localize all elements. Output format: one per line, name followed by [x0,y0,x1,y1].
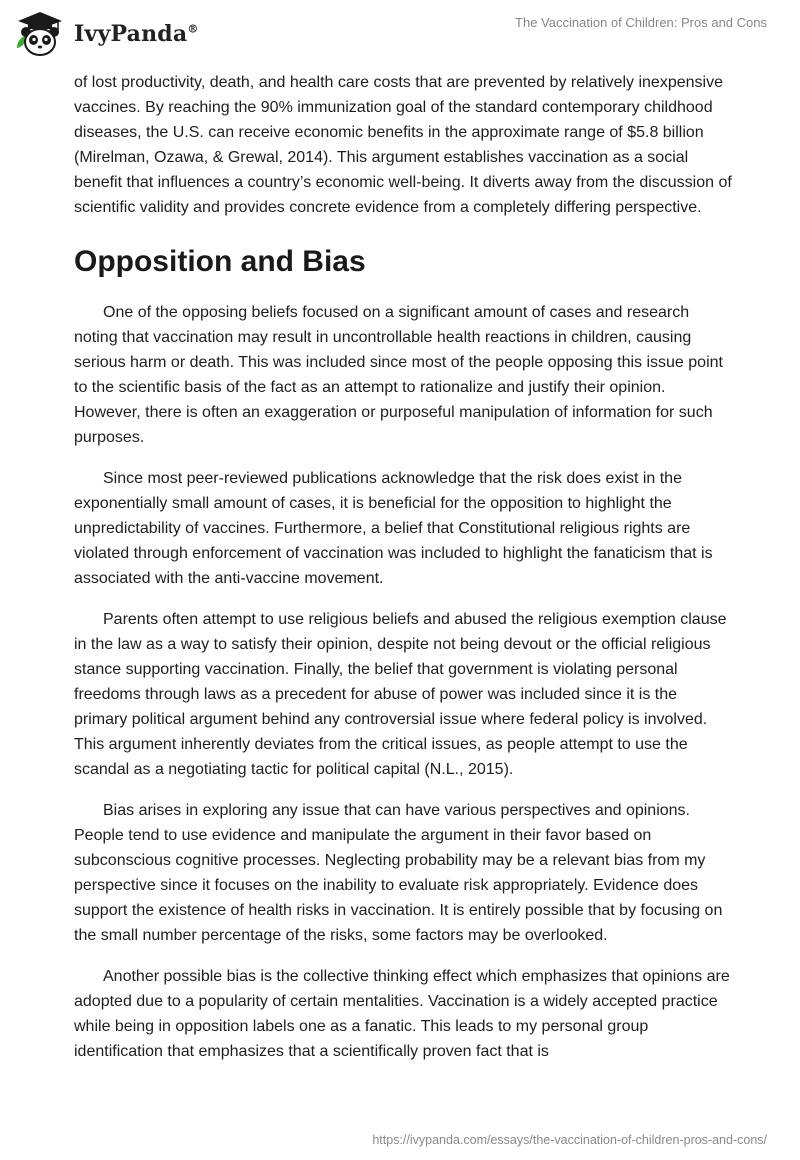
paragraph: Parents often attempt to use religious beliefs and abused the religious exemption clause in the law as a way to satisfy their opinion, despite not being devout or the official religious stance supporting vaccination. Finally, the belief that government is violating personal freedoms through laws as a precedent for abuse of power was included since it is the primary political argument behind any controversial issue where federal policy is involved. This argument inherently deviates from the critical issues, as people attempt to use the scandal as a negotiating tactic for political capital (N.L., 2015). [74,611,727,778]
paragraph: Another possible bias is the collective thinking effect which emphasizes that opinions are adopted due to a popularity of certain mentalities. Vaccination is a widely accepted practice while being in opposition labels one as a fanatic. This leads to my personal group identification that emphasizes that a scientifically proven fact that is [74,968,730,1060]
essay-body [74,70,734,1064]
panda-graduate-icon [14,10,66,58]
brand-name: IvyPanda® [74,21,199,47]
section-heading: Opposition and Bias [74,245,366,278]
page-header [0,0,800,70]
ivypanda-logo[interactable] [14,10,199,58]
paragraph: One of the opposing beliefs focused on a significant amount of cases and research noting that vaccination may result in uncontrollable health reactions in children, causing serious harm or death. This was included since most of the people opposing this issue point to the scientific basis of the fact as an attempt to rationalize and justify their opinion. However, there is often an exaggeration or purposeful manipulation of information for such purposes. [74,304,723,446]
intro-paragraph: of lost productivity, death, and health care costs that are prevented by relatively inexpensive vaccines. By reaching the 90% immunization goal of the standard contemporary childhood diseases, the U.S. can receive economic benefits in the approximate range of $5.8 billion (Mirelman, Ozawa, & Grewal, 2014). This argument establishes vaccination as a social benefit that influences a country’s economic well-being. It diverts away from the discussion of scientific validity and provides concrete evidence from a completely differing perspective. [74,74,732,216]
source-url[interactable]: https://ivypanda.com/essays/the-vaccination-of-children-pros-and-cons/ [372,1133,767,1147]
paragraph: Since most peer-reviewed publications acknowledge that the risk does exist in the exponentially small amount of cases, it is beneficial for the opposition to highlight the unpredictability of vaccines. Furthermore, a belief that Constitutional religious rights are violated through enforcement of vaccination was included to highlight the fanaticism that is associated with the anti-vaccine movement. [74,470,713,587]
document-title: The Vaccination of Children: Pros and Cons [515,15,767,30]
paragraph: Bias arises in exploring any issue that can have various perspectives and opinions. People tend to use evidence and manipulate the argument in their favor based on subconscious cognitive processes. Neglecting probability may be a relevant bias from my perspective since it focuses on the inability to evaluate risk appropriately. Evidence does support the existence of health risks in vaccination. It is entirely possible that by focusing on the small number percentage of the risks, some factors may be overlooked. [74,802,723,944]
